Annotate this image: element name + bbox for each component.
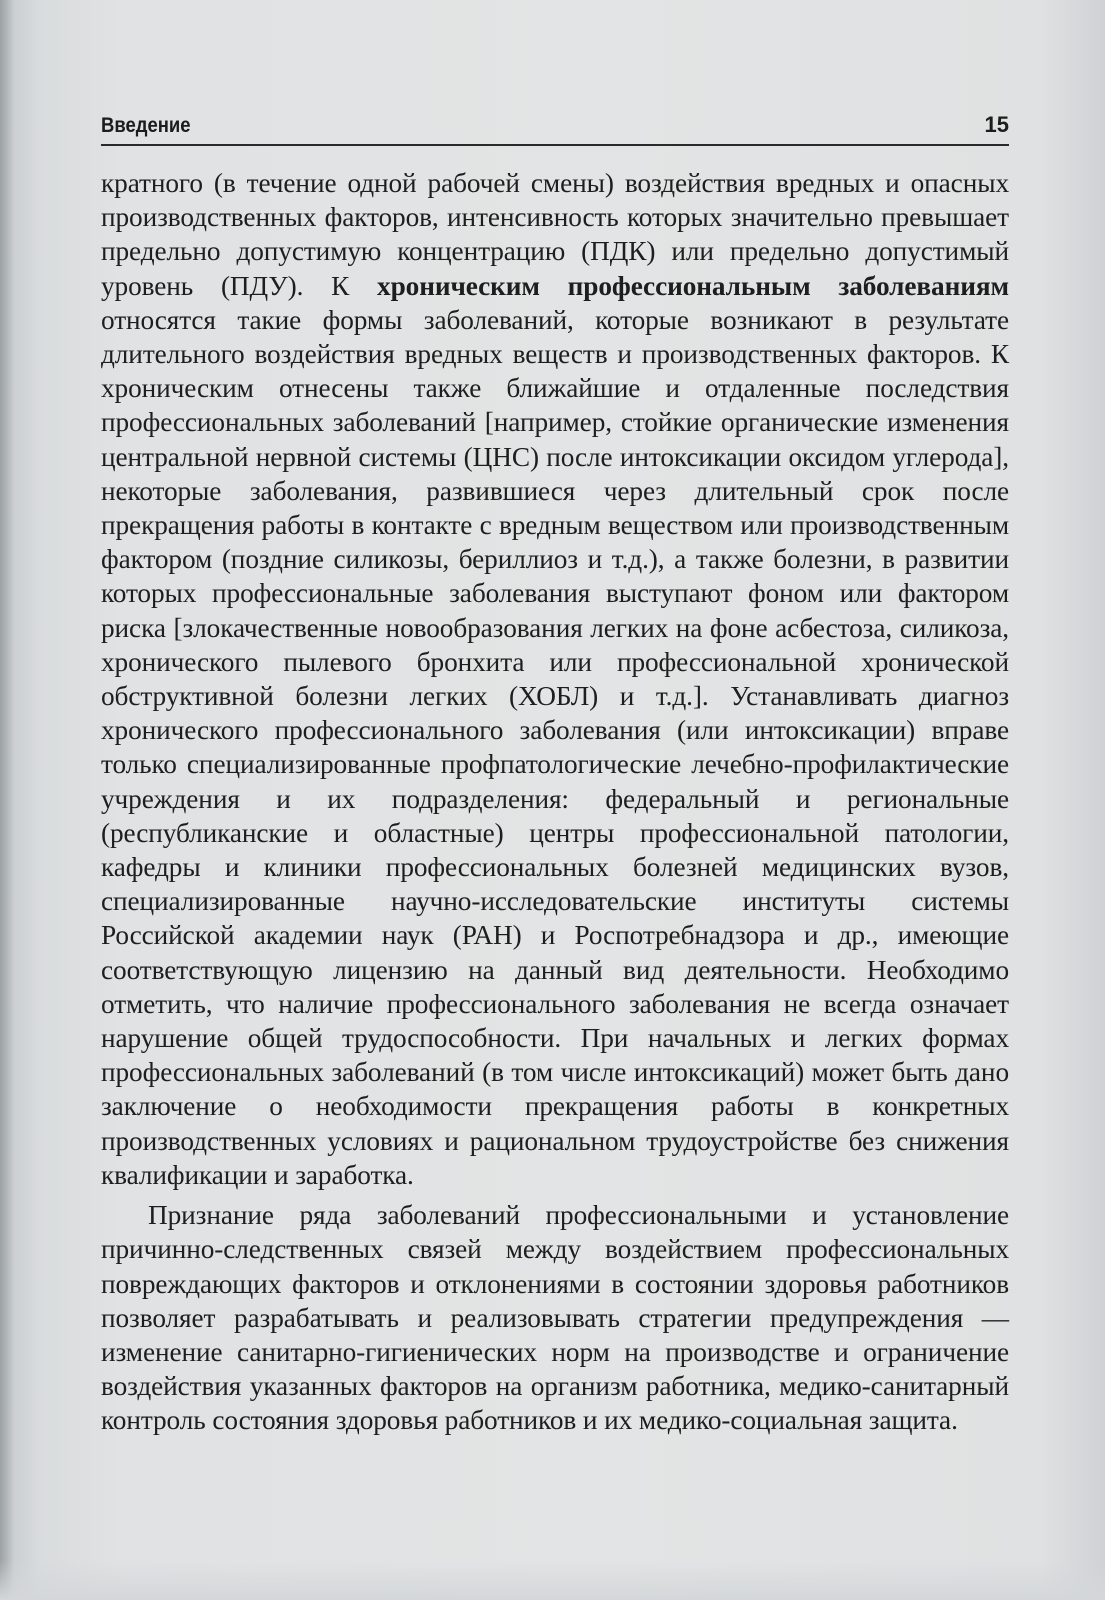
paragraph: Признание ряда заболеваний профессиональными и установление причинно-следственных связей между воздействием профессиональных повреждающих факторов и отклонениями в состоянии здоровья работников позволяет разрабатывать и реализовывать стратегии предупреждения — изменение санитарно-гигиенических норм на производстве и ограничение воздействия указанных факторов на организм работника, медико-санитарный контроль состояния здоровья работников и их медико-социальная защита. (101, 1200, 1009, 1436)
page-number: 15 (984, 112, 1009, 137)
paragraph-continuation (101, 166, 1009, 1192)
emphasized-term: хроническим профессиональным заболеваниям (377, 270, 1009, 301)
paragraph-lead: кратного (в течение одной рабочей смены) воздействия вредных и опасных производственных факторов, интенсивность которых значительно превышает предельно допустимую концентрацию (ПДК) или предельно допустимый уровень (ПДУ). К (101, 168, 1009, 301)
running-header (101, 108, 1009, 146)
section-title: Введение (101, 114, 191, 137)
paragraph-rest: относятся такие формы заболеваний, которые возникают в результате длительного воздействия вредных веществ и производственных факторов. К хроническим отнесены также ближайшие и отдаленные последствия профессиональных заболеваний [например, стойкие органические изменения центральной нервной системы (ЦНС) после интоксикации оксидом углерода], некоторые заболевания, развившиеся через длительный срок после прекращения работы в контакте с вредным веществом или производственным фактором (поздние силикозы, бериллиоз и т.д.), а также болезни, в развитии которых профессиональные заболевания выступают фоном или фактором риска [злокачественные новообразования легких на фоне асбестоза, силикоза, хронического пылевого бронхита или профессиональной хронической обструктивной болезни легких (ХОБЛ) и т.д.]. Устанавливать диагноз хронического профессионального заболевания (или интоксикации) вправе только специализированные профпатологические лечебно-профилактические учреждения и их подразделения: федеральный и региональные (республиканские и областные) центры профессиональной патологии, кафедры и клиники профессиональных болезней медицинских вузов, специализированные научно-исследовательские институты системы Российской академии наук (РАН) и Роспотребнадзора и др., имеющие соответствующую лицензию на данный вид деятельности. Необходимо отметить, что наличие профессионального заболевания не всегда означает нарушение общей трудоспособности. При начальных и легких формах профессиональных заболеваний (в том числе интоксикаций) может быть дано заключение о необходимости прекращения работы в конкретных производственных условиях и рациональном трудоустройстве без снижения квалификации и заработка. (101, 304, 1009, 1190)
body-text (101, 166, 1009, 1438)
